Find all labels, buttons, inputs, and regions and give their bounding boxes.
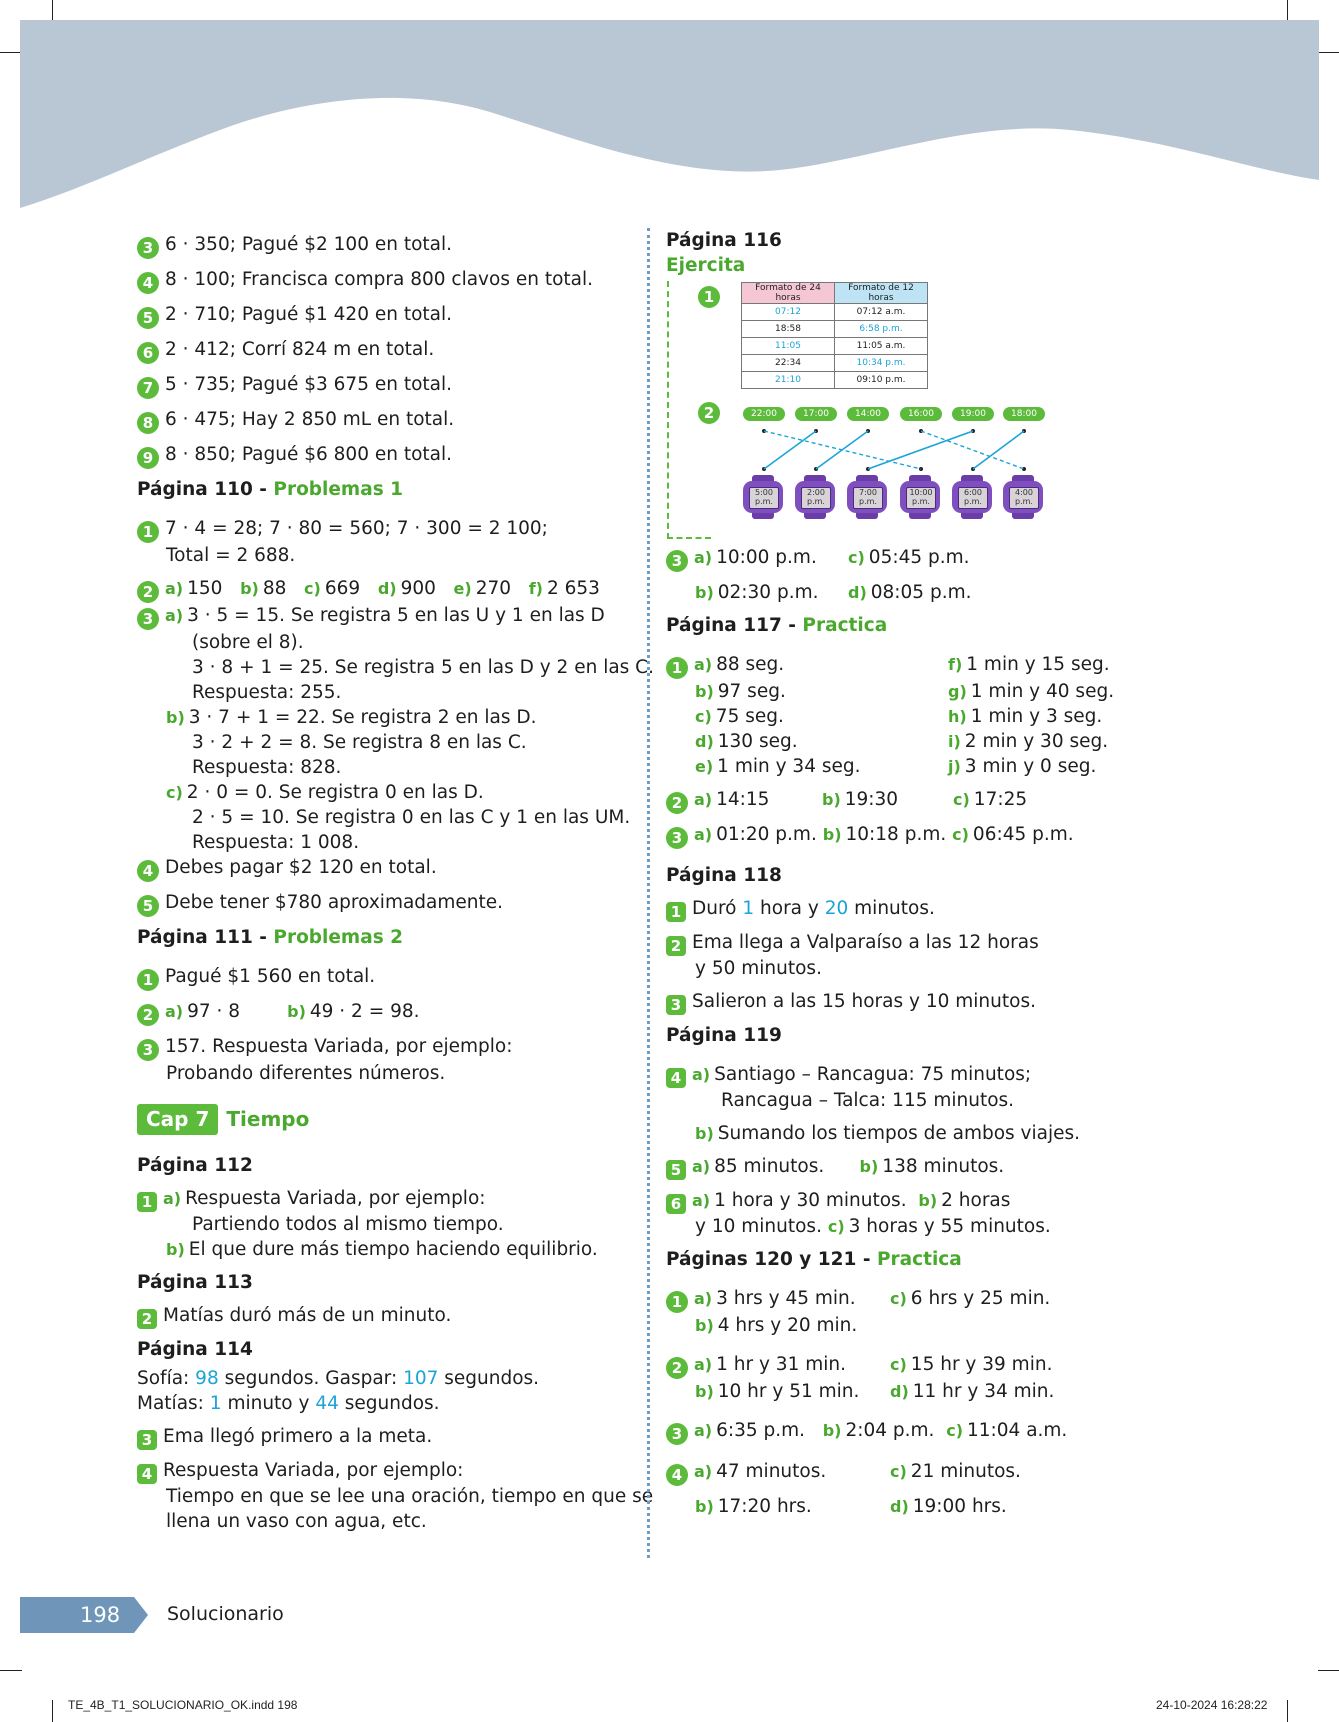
answer-c: 06:45 p.m.: [972, 824, 1074, 845]
watch-time: 4:00: [1015, 488, 1033, 497]
answer-text: 7 · 4 = 28; 7 · 80 = 560; 7 · 300 = 2 100;: [165, 518, 548, 539]
item-number-badge: 6: [666, 1194, 686, 1214]
table-row: [742, 338, 928, 355]
answer-text: 157. Respuesta Variada, por ejemplo:: [165, 1036, 513, 1057]
list-item: [137, 1034, 637, 1061]
section-title: Páginas 120 y 121 -: [666, 1249, 877, 1270]
answer-c: 05:45 p.m.: [868, 547, 970, 568]
answer-b: b) 02:30 p.m. d) 08:05 p.m.: [695, 582, 972, 603]
list-item: [137, 442, 637, 469]
answer-text: 2 · 412; Corrí 824 m en total.: [165, 339, 435, 360]
watch-time: 6:00: [964, 488, 982, 497]
item-number-badge: 3: [666, 995, 686, 1015]
crop-mark: [1318, 1670, 1339, 1671]
section-heading: [137, 477, 637, 502]
list-item: [137, 372, 637, 399]
time-pill: 18:00: [1003, 407, 1045, 421]
answer-j: 3 min y 0 seg.: [964, 756, 1097, 777]
section-subtitle: Problemas 1: [273, 479, 404, 500]
right-column: [666, 545, 1136, 1519]
section-heading: [666, 613, 1136, 638]
item-number-badge: 3: [137, 237, 159, 259]
answer-continuation: Partiendo todos al mismo tiempo.: [192, 1214, 504, 1235]
answer-c: 21 minutos.: [910, 1461, 1021, 1482]
crop-mark: [52, 1700, 53, 1722]
item-number-badge: 3: [666, 827, 688, 849]
answer-b: 88: [262, 578, 287, 599]
answer-b: b) El que dure más tiempo haciendo equilibrio.: [166, 1239, 598, 1260]
item-number-badge: 3: [137, 608, 159, 630]
answer-text: Debe tener $780 aproximadamente.: [165, 892, 504, 913]
list-item: [666, 989, 1136, 1015]
watch: [900, 475, 940, 519]
answer-continuation: Respuesta: 1 008.: [192, 832, 360, 853]
watch-suffix: p.m.: [912, 497, 930, 506]
item-number-badge: 7: [137, 377, 159, 399]
item-number-badge: 3: [666, 1423, 688, 1445]
answer-f: 1 min y 15 seg.: [966, 654, 1110, 675]
section-title: Página 110 -: [137, 479, 274, 500]
watch-suffix: p.m.: [755, 497, 773, 506]
answer-b: 2 horas: [941, 1190, 1011, 1211]
list-item: [137, 1424, 637, 1450]
answer-a: 97 · 8: [187, 1001, 241, 1022]
table-cell: 07:12: [742, 304, 835, 321]
answer-b: 2:04 p.m.: [845, 1420, 935, 1441]
answer-e: 270: [475, 578, 512, 599]
watch-time: 5:00: [755, 488, 773, 497]
list-item: [137, 1458, 637, 1484]
left-column: [137, 232, 654, 1534]
answer-c: 11:04 a.m.: [967, 1420, 1068, 1441]
answer-d: 11 hr y 34 min.: [912, 1381, 1055, 1402]
table-header-24h: Formato de 24 horas: [742, 283, 835, 304]
answer-i: 2 min y 30 seg.: [964, 731, 1109, 752]
answer-b: 19:30: [844, 789, 899, 810]
watch-suffix: p.m.: [859, 497, 877, 506]
table-cell: 6:58 p.m.: [835, 321, 928, 338]
answer-continuation: Total = 2 688.: [166, 545, 296, 566]
section-title: Página 116: [666, 230, 782, 251]
crop-mark: [1287, 0, 1288, 22]
answer-a: 1 hora y 30 minutos.: [714, 1190, 907, 1211]
answer-a: 1 hr y 31 min.: [716, 1354, 846, 1375]
print-date: 24-10-2024 16:28:22: [1156, 1698, 1268, 1712]
watch: [1003, 475, 1043, 519]
item-number-badge: 1: [137, 521, 159, 543]
answer-a: 6:35 p.m.: [716, 1420, 806, 1441]
item-number-badge: 4: [137, 860, 159, 882]
item-number-badge: 9: [137, 447, 159, 469]
header-wave-banner: [20, 20, 1319, 210]
table-cell: 10:34 p.m.: [835, 355, 928, 372]
list-item: 2 a) 150 b) 88 c) 669 d) 900 e) 270 f) 2 653: [137, 576, 637, 603]
table-row: [742, 304, 928, 321]
answer-c: 6 hrs y 25 min.: [910, 1288, 1051, 1309]
answer-continuation: Rancagua – Talca: 115 minutos.: [721, 1090, 1015, 1111]
answer-e: e) 1 min y 34 seg. j) 3 min y 0 seg.: [695, 756, 1097, 777]
item-number-badge: 2: [137, 1309, 157, 1329]
time-pill: 19:00: [952, 407, 994, 421]
item-number-badge: 2: [137, 1004, 159, 1026]
section-subtitle: Ejercita: [666, 255, 746, 276]
crop-mark: [0, 1670, 22, 1671]
answer-continuation: Respuesta: 828.: [192, 757, 342, 778]
crop-mark: [52, 0, 53, 22]
table-cell: 09:10 p.m.: [835, 372, 928, 389]
page-number: 198: [80, 1603, 121, 1627]
item-number-badge: 3: [137, 1430, 157, 1450]
item-number-badge: 2: [666, 1357, 688, 1379]
answer-text: Ema llega a Valparaíso a las 12 horas: [692, 932, 1039, 953]
answer-text: 6 · 350; Pagué $2 100 en total.: [165, 234, 453, 255]
list-item: [137, 232, 637, 259]
watch: [847, 475, 887, 519]
answer-text: 2 · 710; Pagué $1 420 en total.: [165, 304, 453, 325]
matching-lines: [740, 425, 1060, 475]
answer-text: El que dure más tiempo haciendo equilibrio.: [188, 1239, 598, 1260]
answer-c: c) 2 · 0 = 0. Se registra 0 en las D.: [166, 782, 484, 803]
list-item: 2 a) 14:15 b) 19:30 c) 17:25: [666, 787, 1136, 814]
time-pill: 17:00: [795, 407, 837, 421]
answer-text: Salieron a las 15 horas y 10 minutos.: [692, 991, 1036, 1012]
answer-text: 8 · 100; Francisca compra 800 clavos en total.: [165, 269, 594, 290]
answer-b: b) 10 hr y 51 min. d) 11 hr y 34 min.: [695, 1381, 1055, 1402]
answer-text: 6 · 475; Hay 2 850 mL en total.: [165, 409, 455, 430]
table-row: [742, 372, 928, 389]
watch-suffix: p.m.: [807, 497, 825, 506]
item-number-badge: 2: [666, 936, 686, 956]
item-number-badge: 1: [137, 1192, 157, 1212]
list-item: 4 a) Santiago – Rancagua: 75 minutos;: [666, 1062, 1136, 1088]
watch-time: 2:00: [807, 488, 825, 497]
chapter-title: Tiempo: [226, 1107, 310, 1131]
answer-b: 138 minutos.: [882, 1156, 1005, 1177]
section-heading: [666, 228, 782, 278]
section-title: Página 114: [137, 1339, 253, 1360]
list-item: [137, 516, 637, 543]
list-item: 3 a) 3 · 5 = 15. Se registra 5 en las U y 1 en las D: [137, 603, 637, 630]
answer-text: Matías duró más de un minuto.: [163, 1305, 452, 1326]
item-number-badge: 4: [666, 1464, 688, 1486]
answer-text: Debes pagar $2 120 en total.: [165, 857, 437, 878]
answer-continuation: 2 · 5 = 10. Se registra 0 en las C y 1 en las UM.: [192, 807, 631, 828]
table-cell: 22:34: [742, 355, 835, 372]
section-title: Página 113: [137, 1272, 253, 1293]
list-item: 1 a) Respuesta Variada, por ejemplo:: [137, 1186, 637, 1212]
list-item: 2 a) 1 hr y 31 min. c) 15 hr y 39 min.: [666, 1352, 1136, 1379]
footer-label: Solucionario: [167, 1603, 284, 1625]
table-cell: 07:12 a.m.: [835, 304, 928, 321]
answer-d: 900: [400, 578, 436, 599]
table-cell: 21:10: [742, 372, 835, 389]
answer-a: 14:15: [716, 789, 770, 810]
item-number-badge: 3: [137, 1039, 159, 1061]
answer-continuation: y 10 minutos. c) 3 horas y 55 minutos.: [695, 1216, 1051, 1237]
file-slug: TE_4B_T1_SOLUCIONARIO_OK.indd 198: [68, 1698, 298, 1712]
list-item: 5 a) 85 minutos. b) 138 minutos.: [666, 1154, 1136, 1180]
list-item: 3 a) 01:20 p.m. b) 10:18 p.m. c) 06:45 p.m.: [666, 822, 1136, 849]
section-heading: [666, 1247, 1136, 1272]
answer-continuation: Probando diferentes números.: [166, 1063, 446, 1084]
answer-h: 1 min y 3 seg.: [970, 706, 1103, 727]
table-row: [742, 321, 928, 338]
answer-b: b) 97 seg. g) 1 min y 40 seg.: [695, 681, 1115, 702]
list-item: [137, 302, 637, 329]
item-number-badge: 2: [137, 581, 159, 603]
chapter-heading: [137, 1104, 637, 1135]
item-number-badge: 2: [698, 402, 720, 424]
section-title: Página 118: [666, 865, 782, 886]
table-header-12h: Formato de 12 horas: [835, 283, 928, 304]
watch-suffix: p.m.: [1015, 497, 1033, 506]
item-number-badge: 4: [137, 272, 159, 294]
column-divider: [647, 228, 650, 1558]
watch: [795, 475, 835, 519]
item-number-badge: 5: [137, 895, 159, 917]
answer-a: 88 seg.: [716, 654, 785, 675]
item-number-badge: 6: [137, 342, 159, 364]
answer-c: 17:25: [973, 789, 1028, 810]
list-item: [137, 964, 637, 991]
answer-a: 85 minutos.: [714, 1156, 825, 1177]
answer-continuation: llena un vaso con agua, etc.: [166, 1511, 427, 1532]
answer-continuation: 3 · 8 + 1 = 25. Se registra 5 en las D y 2 en las C.: [192, 657, 654, 678]
item-number-badge: 1: [666, 657, 688, 679]
answer-text: Pagué $1 560 en total.: [165, 966, 376, 987]
answer-a: 10:00 p.m.: [716, 547, 817, 568]
time-format-table: [741, 282, 928, 389]
answer-a: 3 hrs y 45 min.: [716, 1288, 856, 1309]
answer-a: Respuesta Variada, por ejemplo:: [185, 1188, 486, 1209]
watch-suffix: p.m.: [964, 497, 982, 506]
answer-continuation: 3 · 2 + 2 = 8. Se registra 8 en las C.: [192, 732, 527, 753]
list-item: 6 a) 1 hora y 30 minutos. b) 2 horas: [666, 1188, 1136, 1214]
list-item: [137, 407, 637, 434]
table-row: [742, 355, 928, 372]
section-subtitle: Practica: [876, 1249, 962, 1270]
item-number-badge: 5: [137, 307, 159, 329]
answer-b: b) 4 hrs y 20 min.: [695, 1315, 858, 1336]
section-title: Página 119: [666, 1025, 782, 1046]
list-item: [137, 1303, 637, 1329]
item-number-badge: 1: [137, 969, 159, 991]
answer-continuation: y 50 minutos.: [695, 958, 822, 979]
watch: [952, 475, 992, 519]
crop-mark: [0, 52, 22, 53]
list-item: 2 a) 97 · 8 b) 49 · 2 = 98.: [137, 999, 637, 1026]
crop-mark: [1287, 1700, 1288, 1722]
list-item: [137, 890, 637, 917]
answer-text: Matías: 1 minuto y 44 segundos.: [137, 1393, 440, 1414]
time-pill: 14:00: [847, 407, 889, 421]
list-item: 1 a) 3 hrs y 45 min. c) 6 hrs y 25 min.: [666, 1286, 1136, 1313]
answer-c: c) 75 seg. h) 1 min y 3 seg.: [695, 706, 1103, 727]
answer-text: 5 · 735; Pagué $3 675 en total.: [165, 374, 453, 395]
answer-a: 3 · 5 = 15. Se registra 5 en las U y 1 en las D: [187, 605, 605, 626]
answer-text: Ema llegó primero a la meta.: [163, 1426, 433, 1447]
item-number-badge: 4: [137, 1464, 157, 1484]
answer-continuation: Respuesta: 255.: [192, 682, 342, 703]
answer-text: Sofía: 98 segundos. Gaspar: 107 segundos.: [137, 1368, 540, 1389]
answer-b: 10:18 p.m.: [845, 824, 947, 845]
list-item: 1 Duró 1 hora y 20 minutos.: [666, 896, 1136, 922]
list-item: [137, 337, 637, 364]
answer-text: 2 · 0 = 0. Se registra 0 en las D.: [186, 782, 484, 803]
item-number-badge: 5: [666, 1160, 686, 1180]
answer-f: 2 653: [546, 578, 600, 599]
answer-c: 3 horas y 55 minutos.: [848, 1216, 1051, 1237]
answer-g: 1 min y 40 seg.: [970, 681, 1115, 702]
list-item: [666, 930, 1136, 956]
answer-a: 01:20 p.m.: [716, 824, 817, 845]
item-number-badge: 1: [666, 1291, 688, 1313]
table-cell: 11:05: [742, 338, 835, 355]
answer-text: 3 · 7 + 1 = 22. Se registra 2 en las D.: [188, 707, 537, 728]
answer-c: 15 hr y 39 min.: [910, 1354, 1053, 1375]
answer-a: Santiago – Rancagua: 75 minutos;: [714, 1064, 1032, 1085]
item-number-badge: 8: [137, 412, 159, 434]
answer-a: 150: [187, 578, 223, 599]
section-title: Página 117 -: [666, 615, 803, 636]
answer-continuation: Tiempo en que se lee una oración, tiempo en que se: [166, 1486, 654, 1507]
answer-b: 49 · 2 = 98.: [309, 1001, 420, 1022]
time-pill: 22:00: [743, 407, 785, 421]
list-item: [137, 267, 637, 294]
list-item: [137, 855, 637, 882]
answer-d: 08:05 p.m.: [870, 582, 972, 603]
section-subtitle: Practica: [802, 615, 888, 636]
answer-text: Respuesta Variada, por ejemplo:: [163, 1460, 464, 1481]
item-number-badge: 1: [698, 286, 720, 308]
table-cell: 18:58: [742, 321, 835, 338]
watch: [743, 475, 783, 519]
answer-d: 19:00 hrs.: [912, 1496, 1007, 1517]
answer-a: 47 minutos.: [716, 1461, 827, 1482]
section-subtitle: Problemas 2: [273, 927, 404, 948]
crop-mark: [1318, 52, 1339, 53]
watch-time: 7:00: [859, 488, 877, 497]
time-pill: 16:00: [900, 407, 942, 421]
section-title: Página 111 -: [137, 927, 274, 948]
section-title: Página 112: [137, 1155, 253, 1176]
answer-text: 8 · 850; Pagué $6 800 en total.: [165, 444, 453, 465]
answer-b: b) 17:20 hrs. d) 19:00 hrs.: [695, 1496, 1007, 1517]
list-item: 3 a) 6:35 p.m. b) 2:04 p.m. c) 11:04 a.m.: [666, 1418, 1136, 1445]
item-number-badge: 1: [666, 902, 686, 922]
chapter-label: Cap 7: [137, 1104, 218, 1135]
item-number-badge: 3: [666, 550, 688, 572]
answer-continuation: (sobre el 8).: [192, 632, 304, 653]
answer-c: 669: [324, 578, 361, 599]
answer-b: b) Sumando los tiempos de ambos viajes.: [695, 1123, 1081, 1144]
table-cell: 11:05 a.m.: [835, 338, 928, 355]
answer-b: b) 3 · 7 + 1 = 22. Se registra 2 en las D.: [166, 707, 537, 728]
watch-time: 10:00: [909, 488, 933, 497]
list-item: 4 a) 47 minutos. c) 21 minutos.: [666, 1459, 1136, 1486]
answer-d: d) 130 seg. i) 2 min y 30 seg.: [695, 731, 1109, 752]
item-number-badge: 4: [666, 1068, 686, 1088]
list-item: 1 a) 88 seg. f) 1 min y 15 seg.: [666, 652, 1136, 679]
list-item: 3 a) 10:00 p.m. c) 05:45 p.m.: [666, 545, 1136, 572]
section-heading: [137, 925, 637, 950]
answer-text: 02:30 p.m.: [717, 582, 819, 603]
item-number-badge: 2: [666, 792, 688, 814]
